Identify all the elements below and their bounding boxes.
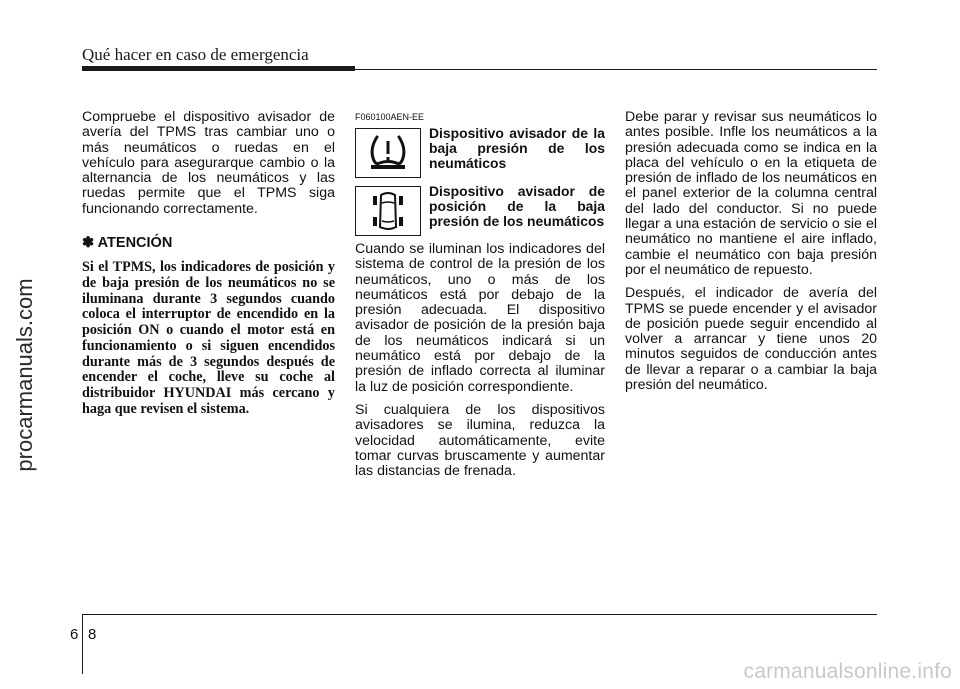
vertical-watermark bbox=[5, 245, 45, 505]
section-code: F060100AEN-EE bbox=[355, 112, 425, 122]
attention-body: Si el TPMS, los indicadores de posición y de baja presión de los neumáticos no se iluminana durante 3 segundos cuando coloca el interruptor de encendido en la posición ON o cuando el motor está en funcionamiento o si siguen encendidos durante más de 3 segundos después de encender el coche, lleve su coche al distribuidor HYUNDAI más cercano y haga que revisen el sistema. bbox=[82, 259, 335, 417]
page-header-title: Qué hacer en caso de emergencia bbox=[82, 45, 309, 64]
after-repair-paragraph: Después, el indicador de avería del TPMS se puede encender y el avisador de posición puede seguir encendido al volver a arrancar y tiene unos 20 minutos seguidos de conducción antes de llevar a reparar o a cambiar la baja presión del neumático. bbox=[625, 285, 877, 394]
reduce-speed-paragraph: Si cualquiera de los dispositivos avisadores se ilumina, reduzca la velocidad automáticamente, evite tomar curvas bruscamente y aumentar las distancias de frenada. bbox=[355, 401, 605, 480]
footer-divider bbox=[82, 614, 83, 674]
page-section-number: 6 bbox=[70, 626, 79, 643]
attention-heading: ✽ ATENCIÓN bbox=[82, 235, 173, 252]
low-tire-pressure-icon bbox=[355, 128, 421, 178]
indicator-position bbox=[355, 184, 605, 236]
page-number: 8 bbox=[88, 626, 97, 643]
column-2 bbox=[355, 110, 605, 487]
column-3 bbox=[625, 110, 877, 401]
indicators-explanation-paragraph: Cuando se iluminan los indicadores del sistema de control de la presión de los neumáticos, uno o más de los neumáticos está por debajo de la presión adecuada. El dispositivo avisador de posición de la presión baja de los neumáticos indicará si un neumático está por debajo de la presión de inflado correcta al iluminar la luz de posición correspondiente. bbox=[355, 241, 605, 395]
indicator-low-pressure bbox=[355, 126, 605, 178]
footer-rule bbox=[82, 614, 877, 615]
stop-and-check-paragraph: Debe parar y revisar sus neumáticos lo antes posible. Infle los neumáticos a la presión adecuada como se indica en la placa del vehículo o en la etiqueta de presión de inflado de los neumáticos en el panel exterior de la columna central del lado del conductor. Si no puede llegar a una estación de servicio o sie el neumático no mantiene el aire inflado, cambie el neumático con baja presión por el neumático de repuesto. bbox=[625, 109, 877, 278]
position-indicator-label: Dispositivo avisador de posición de la baja presión de los neumáticos bbox=[429, 183, 605, 229]
tire-position-icon bbox=[355, 186, 421, 236]
vertical-watermark-text: procarmanuals.com bbox=[12, 278, 37, 472]
header-rule-thin bbox=[355, 69, 877, 70]
tpms-check-paragraph: Compruebe el dispositivo avisador de avería del TPMS tras cambiar uno o más neumáticos o ruedas en el vehículo para asegurarque cambio o la alternancia de los neumáticos y las ruedas permite que el TPMS siga funcionando correctamente. bbox=[82, 109, 335, 217]
low-pressure-indicator-label: Dispositivo avisador de la baja presión de los neumáticos bbox=[429, 125, 605, 171]
header-rule-thick bbox=[82, 66, 355, 71]
footer-watermark: carmanualsonline.info bbox=[743, 660, 952, 683]
column-1 bbox=[82, 110, 335, 425]
